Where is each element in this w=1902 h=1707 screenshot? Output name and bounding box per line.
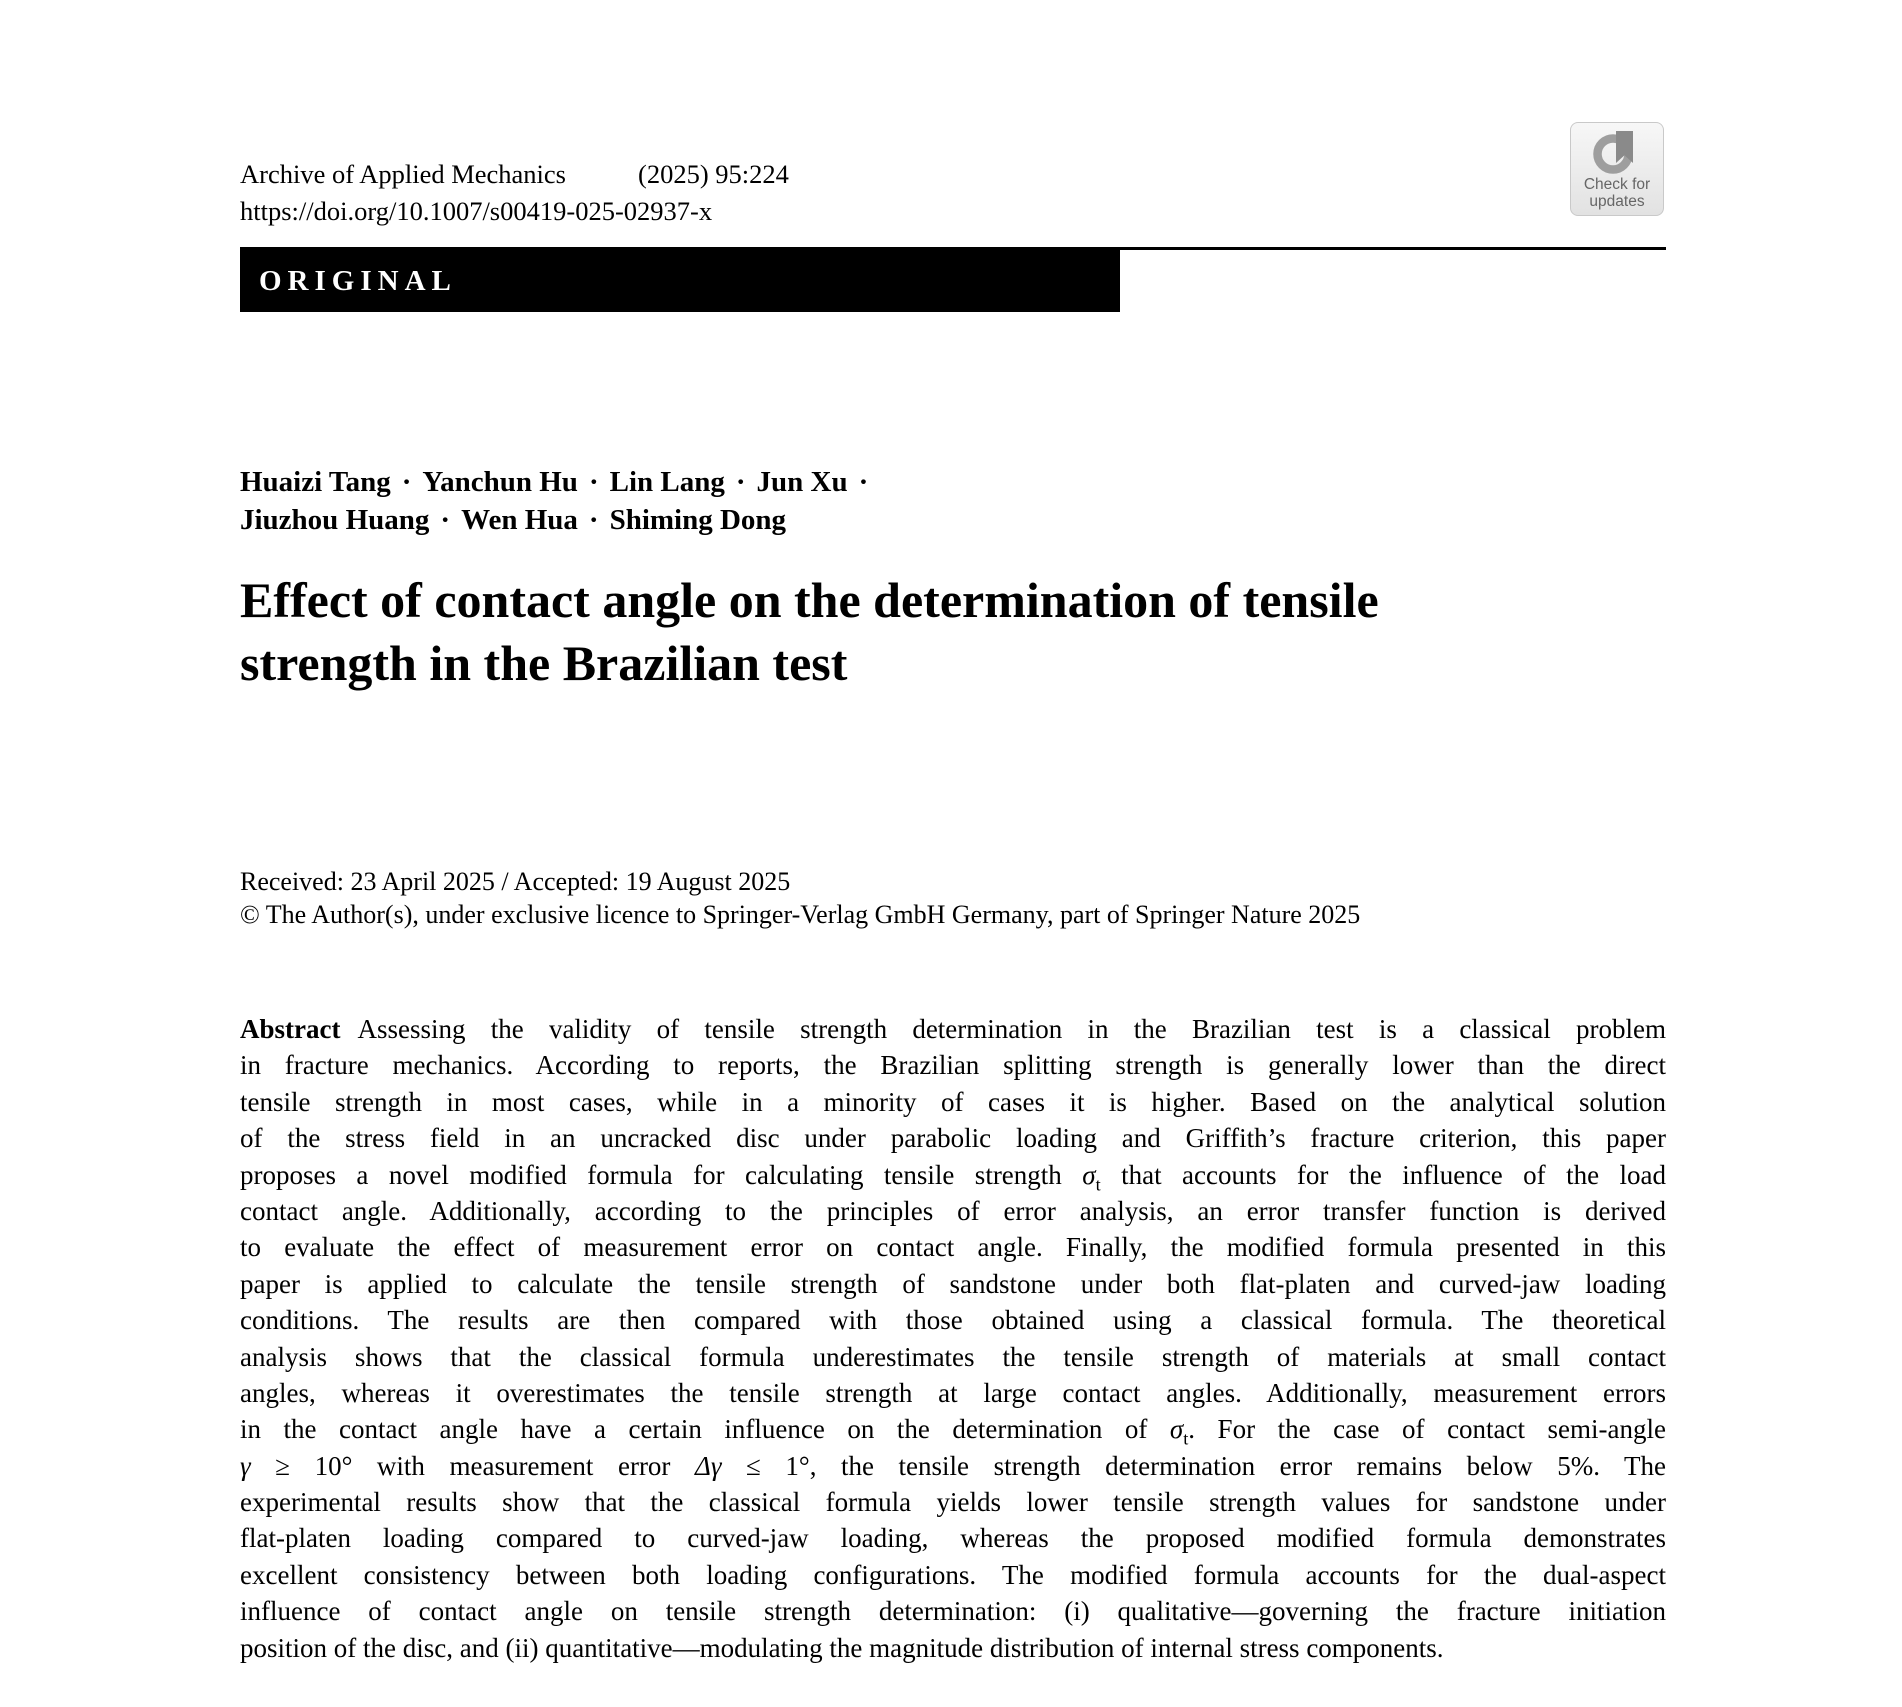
crossmark-ring-bookmark-icon bbox=[1588, 128, 1646, 176]
abstract-line: excellent consistency between both loading configurations. The modified formula accounts for the dual-aspect bbox=[240, 1559, 1666, 1590]
authors-block bbox=[240, 463, 879, 539]
author-name: Lin Lang bbox=[609, 466, 725, 498]
author-name: Jiuzhou Huang bbox=[240, 504, 430, 536]
abstract-line bbox=[240, 1011, 1666, 1047]
abstract-lines bbox=[240, 1047, 1666, 1666]
abstract-line: analysis shows that the classical formula underestimates the tensile strength of materials at small contact bbox=[240, 1341, 1666, 1372]
abstract-line: experimental results show that the classical formula yields lower tensile strength values for sandstone under bbox=[240, 1487, 1666, 1518]
volume-citation: (2025) 95:224 bbox=[638, 159, 789, 189]
abstract-section bbox=[240, 1011, 1666, 1666]
abstract-line: in fracture mechanics. According to reports, the Brazilian splitting strength is generally lower than the direct bbox=[240, 1050, 1666, 1081]
paper-title bbox=[240, 569, 1379, 695]
author-separator: · bbox=[588, 504, 599, 536]
abstract-line: paper is applied to calculate the tensile strength of sandstone under both flat-platen and curved-jaw loading bbox=[240, 1268, 1666, 1299]
abstract-line: proposes a novel modified formula for calculating tensile strength $\sigma_t$ that accounts for the influence of the load bbox=[240, 1159, 1666, 1194]
abstract-line: γ ≥ 10° with measurement error Δγ ≤ 1°, the tensile strength determination error remains below 5%. The bbox=[240, 1450, 1666, 1481]
title-line: strength in the Brazilian test bbox=[240, 635, 848, 691]
abstract-label: Abstract bbox=[240, 1014, 341, 1044]
journal-header bbox=[240, 156, 789, 230]
abstract-line: conditions. The results are then compared with those obtained using a classical formula. The theoretical bbox=[240, 1305, 1666, 1336]
journal-name: Archive of Applied Mechanics bbox=[240, 159, 566, 189]
abstract-line: contact angle. Additionally, according to the principles of error analysis, an error transfer function is derived bbox=[240, 1195, 1666, 1226]
title-line: Effect of contact angle on the determination of tensile bbox=[240, 572, 1379, 628]
badge-label-line1: Check for bbox=[1583, 176, 1651, 193]
abstract-line: in the contact angle have a certain influence on the determination of $\sigma_t$. For the case of contact semi-angle bbox=[240, 1414, 1666, 1449]
badge-label-line2: updates bbox=[1589, 193, 1645, 210]
abstract-line: position of the disc, and (ii) quantitative—modulating the magnitude distribution of internal stress components. bbox=[240, 1632, 1444, 1663]
authors-line bbox=[240, 463, 879, 501]
banner-label: ORIGINAL bbox=[259, 264, 457, 297]
author-name: Shiming Dong bbox=[609, 504, 787, 536]
original-banner bbox=[240, 250, 1120, 312]
abstract-line: flat-platen loading compared to curved-jaw loading, whereas the proposed modified formula demonstrates bbox=[240, 1523, 1666, 1554]
abstract-line-text: Assessing the validity of tensile strength determination in the Brazilian test is a classical problem bbox=[357, 1014, 1666, 1044]
author-separator: · bbox=[440, 504, 451, 536]
doi-line: https://doi.org/10.1007/s00419-025-02937-x bbox=[240, 196, 713, 226]
received-accepted-line: Received: 23 April 2025 / Accepted: 19 August 2025 bbox=[240, 867, 791, 896]
author-name: Yanchun Hu bbox=[422, 466, 578, 498]
abstract-line: tensile strength in most cases, while in a minority of cases it is higher. Based on the analytical solution bbox=[240, 1086, 1666, 1117]
abstract-line: to evaluate the effect of measurement error on contact angle. Finally, the modified formula presented in this bbox=[240, 1232, 1666, 1263]
journal-citation-line bbox=[240, 156, 789, 193]
author-name: Huaizi Tang bbox=[240, 466, 391, 498]
author-separator: · bbox=[588, 466, 599, 498]
author-name: Jun Xu bbox=[756, 466, 848, 498]
author-separator: · bbox=[858, 466, 869, 498]
authors-line bbox=[240, 501, 879, 539]
abstract-line: angles, whereas it overestimates the tensile strength at large contact angles. Additionally, measurement errors bbox=[240, 1377, 1666, 1408]
dates-block bbox=[240, 865, 1360, 931]
author-separator: · bbox=[735, 466, 746, 498]
check-for-updates-badge[interactable] bbox=[1570, 122, 1664, 216]
author-separator: · bbox=[401, 466, 412, 498]
abstract-line: of the stress field in an uncracked disc under parabolic loading and Griffith’s fracture criterion, this paper bbox=[240, 1123, 1666, 1154]
author-name: Wen Hua bbox=[461, 504, 578, 536]
copyright-line: © The Author(s), under exclusive licence to Springer-Verlag GmbH Germany, part of Springer Nature 2025 bbox=[240, 900, 1361, 929]
abstract-line: influence of contact angle on tensile strength determination: (i) qualitative—governing the fracture initiation bbox=[240, 1596, 1666, 1627]
